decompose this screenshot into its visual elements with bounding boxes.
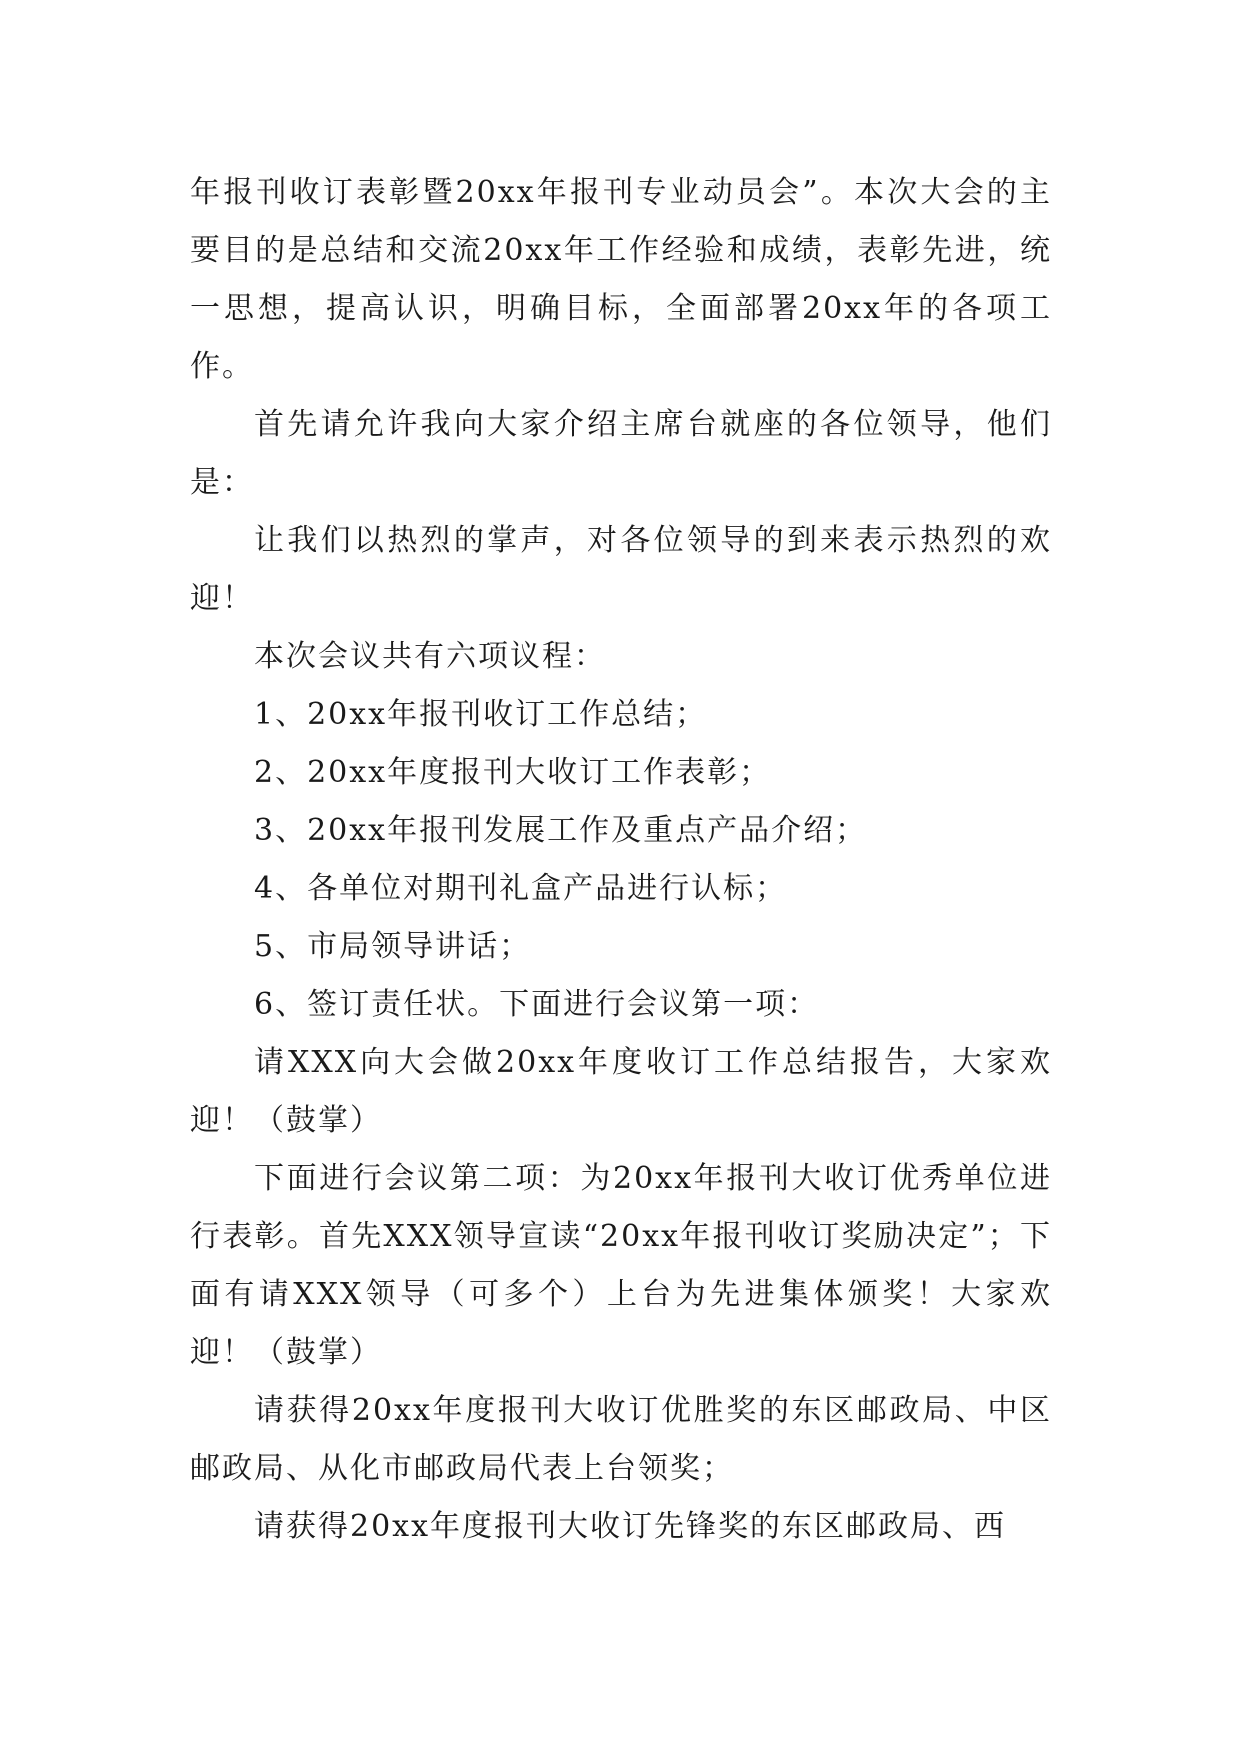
paragraph-excellence-award: 请获得20xx年度报刊大收订优胜奖的东区邮政局、中区邮政局、从化市邮政局代表上台领奖； <box>190 1393 1052 1486</box>
agenda-item-5: 5、市局领导讲话； <box>254 929 532 964</box>
agenda-item-3: 3、20xx年报刊发展工作及重点产品介绍； <box>254 813 868 848</box>
paragraph-pioneer-award: 请获得20xx年度报刊大收订先锋奖的东区邮政局、西 <box>254 1509 1007 1544</box>
document-body <box>190 164 1052 1556</box>
agenda-item-2: 2、20xx年度报刊大收订工作表彰； <box>254 755 772 790</box>
agenda-item-1: 1、20xx年报刊收订工作总结； <box>254 697 708 732</box>
paragraph-intro: 年报刊收订表彰暨20xx年报刊专业动员会”。本次大会的主要目的是总结和交流20xx年工作经验和成绩，表彰先进，统一思想，提高认识，明确目标，全面部署20xx年的各项工作。 <box>190 175 1052 384</box>
paragraph-commendation: 下面进行会议第二项：为20xx年报刊大收订优秀单位进行表彰。首先XXX领导宣读“20xx年报刊收订奖励决定”；下面有请XXX领导（可多个）上台为先进集体颁奖！大家欢迎！（鼓掌） <box>190 1161 1052 1370</box>
paragraph-agenda-heading: 本次会议共有六项议程： <box>254 639 606 674</box>
paragraph-leaders-intro: 首先请允许我向大家介绍主席台就座的各位领导，他们是： <box>190 407 1052 500</box>
agenda-item-6: 6、签订责任状。下面进行会议第一项： <box>254 987 820 1022</box>
agenda-item-4: 4、各单位对期刊礼盒产品进行认标； <box>254 871 788 906</box>
paragraph-summary-report: 请XXX向大会做20xx年度收订工作总结报告，大家欢迎！（鼓掌） <box>190 1045 1052 1138</box>
paragraph-welcome: 让我们以热烈的掌声，对各位领导的到来表示热烈的欢迎！ <box>190 523 1052 616</box>
